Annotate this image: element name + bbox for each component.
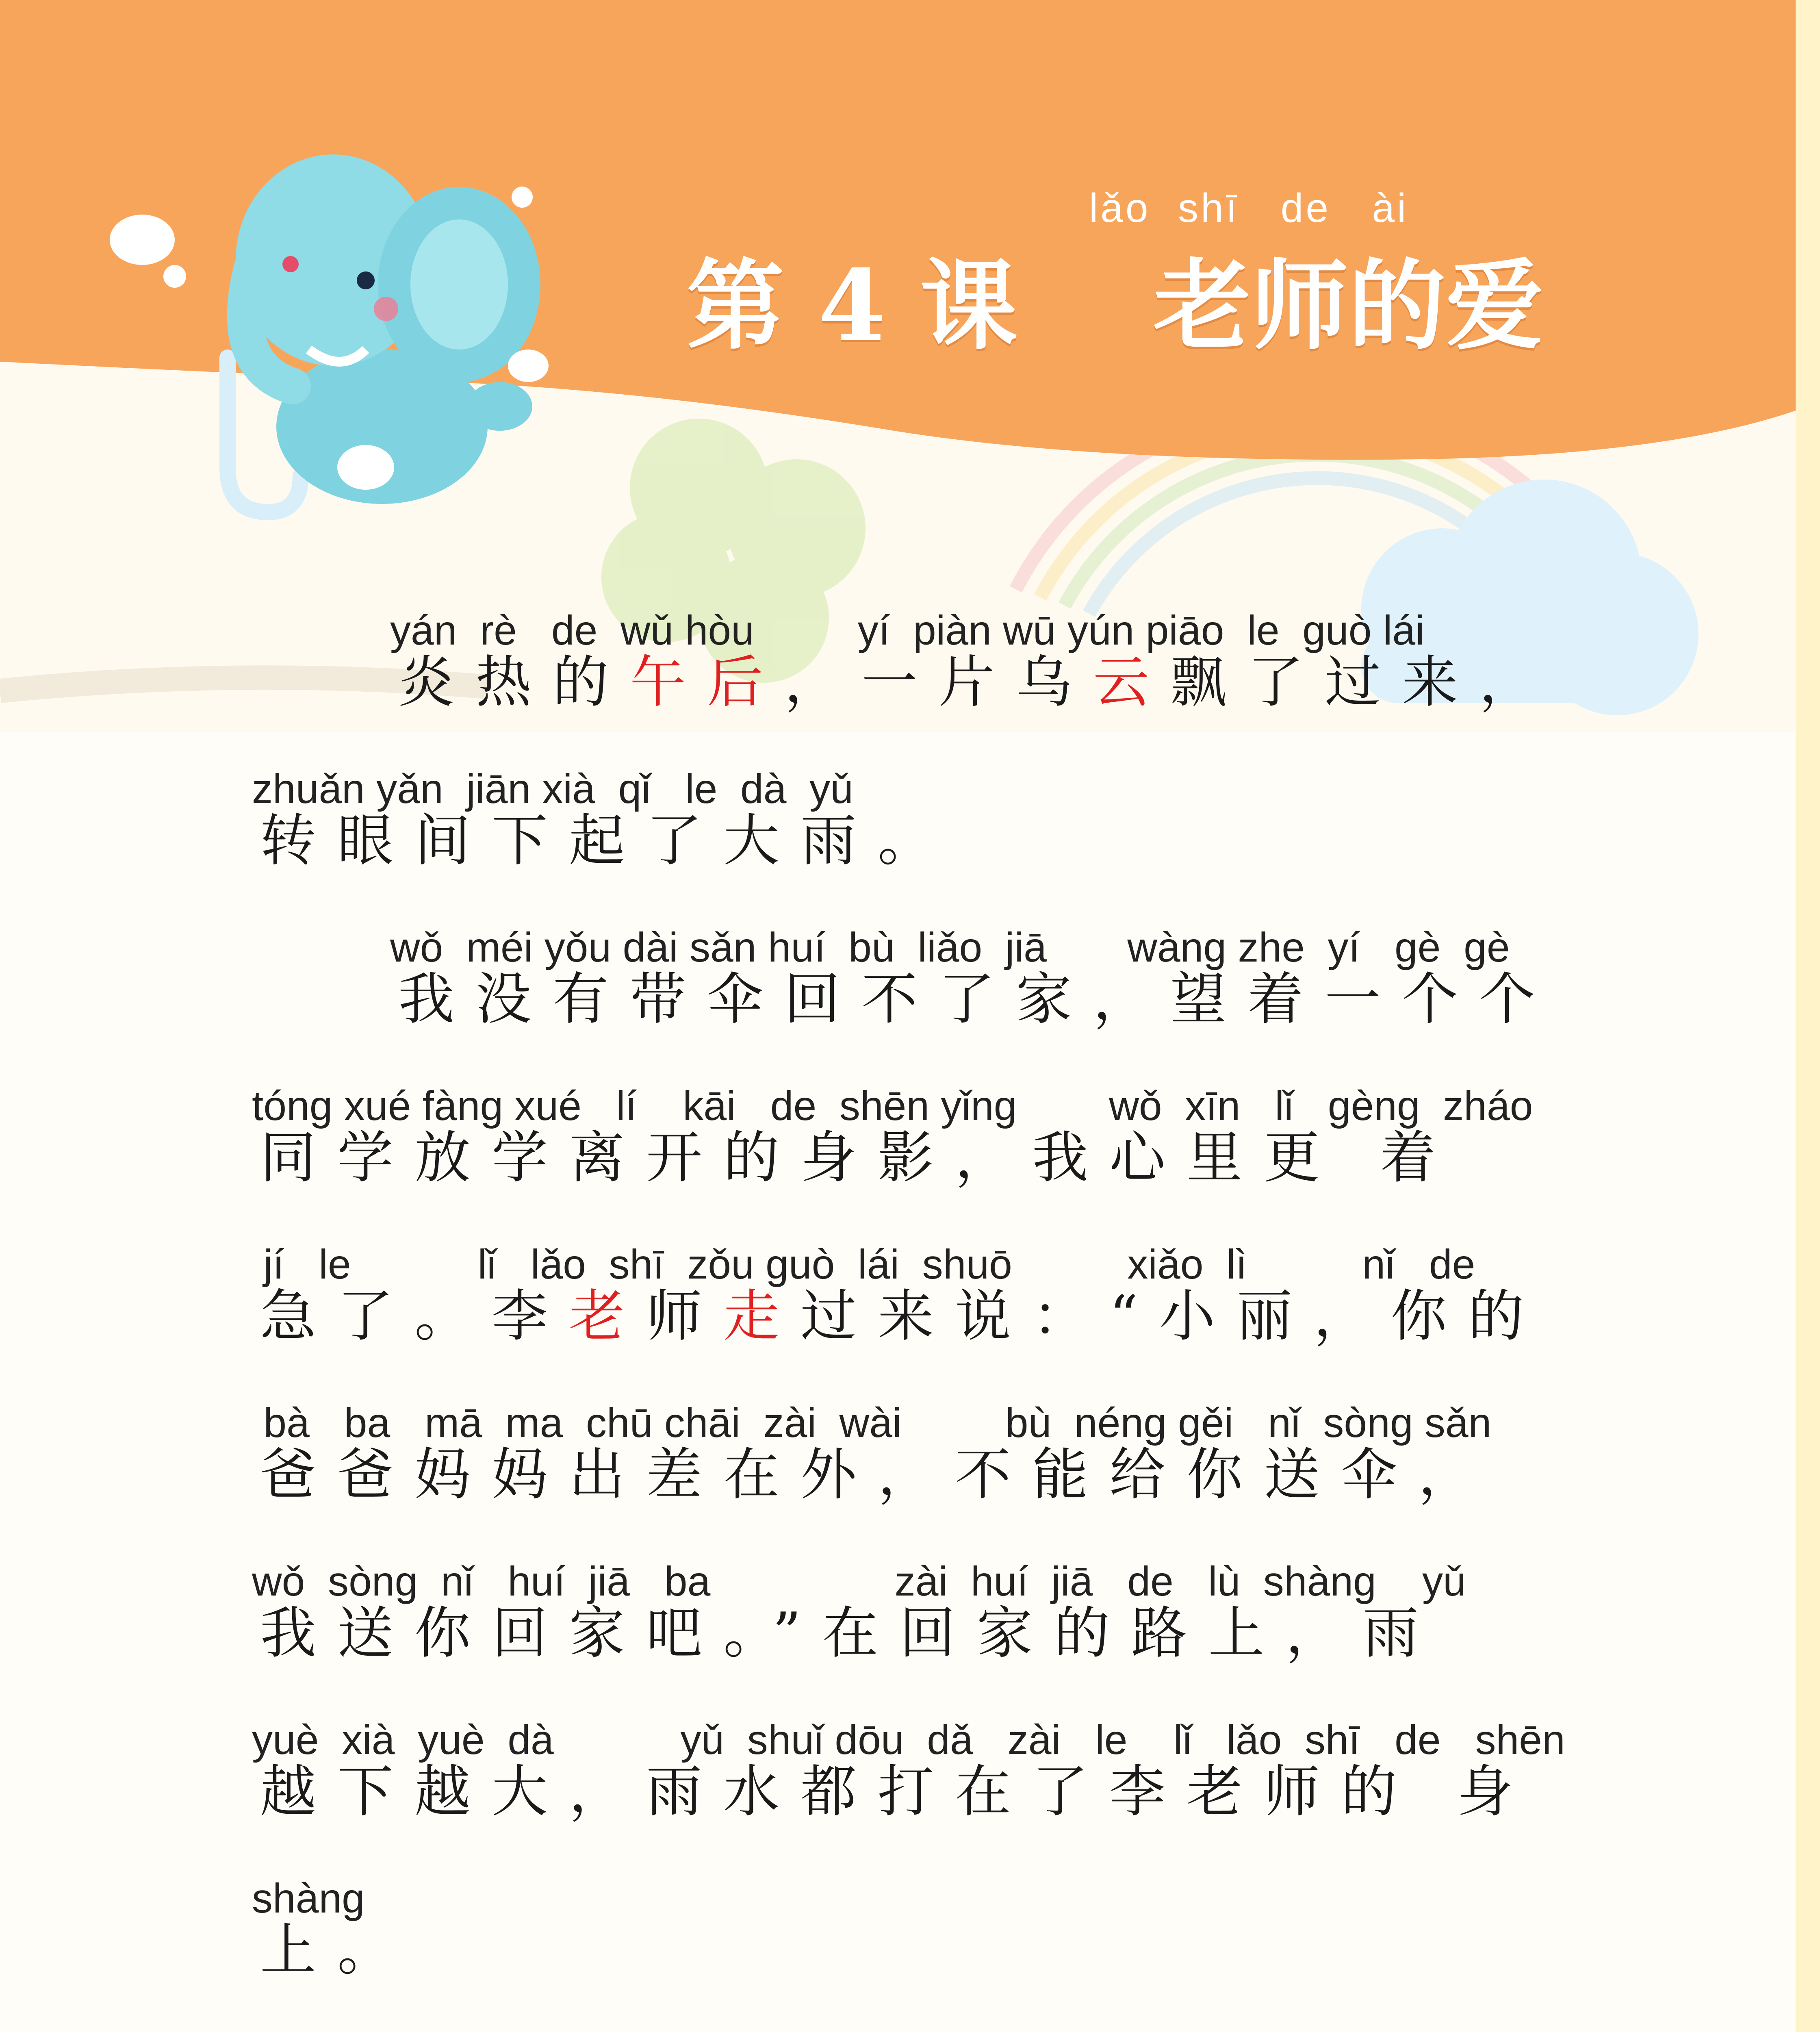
hanzi-line (260, 1283, 1545, 1349)
pinyin-line: wǒ sòng nǐ huí jiā ba zài huí jiā de lù shàng yǔ (252, 1558, 1466, 1604)
lesson-number: 第 4 课 (687, 248, 1018, 363)
text-run: 越下越大，雨水都打在了李老师的 身 (260, 1759, 1534, 1824)
hanzi-line (260, 808, 955, 873)
hanzi-line (260, 1917, 415, 1983)
page-edge-strip (1796, 0, 1820, 2032)
hanzi-line (398, 966, 1557, 1032)
text-run: 我送你回家吧。”在回家的路上，雨 (260, 1600, 1440, 1666)
highlighted-word: 走 (723, 1283, 801, 1349)
pinyin-line: zhuǎn yǎn jiān xià qǐ le dà yǔ (252, 766, 853, 812)
text-run: 我没有带伞回不了家，望着一个个 (398, 966, 1557, 1032)
pinyin-line: wǒ méi yǒu dài sǎn huí bù liǎo jiā wàng zhe yí gè gè (390, 924, 1510, 970)
text-run: 同学放学离开的身影，我心里更 着 (260, 1125, 1457, 1190)
highlighted-word: 午后 (630, 649, 785, 715)
hanzi-line (260, 1759, 1534, 1824)
pinyin-line: bà ba mā ma chū chāi zài wài bù néng gěi nǐ sòng sǎn (252, 1400, 1492, 1446)
pinyin-line: shàng (252, 1875, 365, 1921)
text-run: ，一片乌 (784, 649, 1093, 715)
text-run: 转眼间下起了大雨。 (260, 808, 955, 873)
hanzi-line (260, 1125, 1457, 1190)
hanzi-line (398, 649, 1557, 715)
pinyin-line: tóng xué fàng xué lí kāi de shēn yǐng wǒ xīn lǐ gèng zháo (252, 1083, 1533, 1129)
text-run: 上。 (260, 1917, 415, 1983)
pinyin-line: jí le lǐ lǎo shī zǒu guò lái shuō xiǎo lì nǐ de (252, 1241, 1475, 1287)
pinyin-line: yuè xià yuè dà yǔ shuǐ dōu dǎ zài le lǐ lǎo shī de shēn (252, 1717, 1565, 1763)
lesson-title (687, 228, 1543, 368)
hanzi-line (260, 1442, 1496, 1507)
hanzi-line (260, 1600, 1440, 1666)
title-pinyin: lǎo shī de ài (1089, 185, 1409, 231)
text-run: 爸爸妈妈出差在外，不能给你送伞， (260, 1442, 1496, 1507)
text-run: 师 (646, 1283, 724, 1349)
text-run: 炎热的 (398, 649, 630, 715)
text-run: 飘了过来， (1170, 649, 1557, 715)
lesson-name: 老师的爱 (1153, 248, 1544, 363)
text-run: 急了。李 (260, 1283, 569, 1349)
pinyin-line: yán rè de wǔ hòu yí piàn wū yún piāo le guò lái (390, 607, 1425, 653)
highlighted-word: 云 (1093, 649, 1171, 715)
text-run: 过来说：“小丽，你的 (800, 1283, 1545, 1349)
highlighted-word: 老 (569, 1283, 646, 1349)
